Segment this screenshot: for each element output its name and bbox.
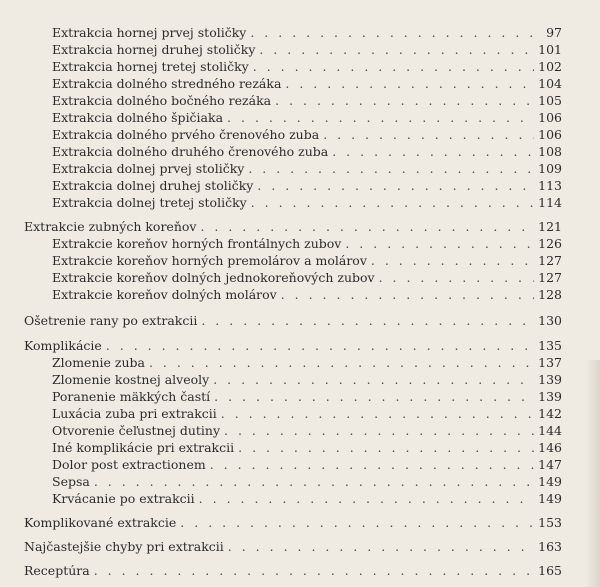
- toc-entry-page: 114: [538, 195, 562, 210]
- toc-entry[interactable]: [24, 538, 562, 555]
- toc-entry-page: 102: [538, 59, 562, 74]
- dot-leader: [379, 269, 535, 286]
- dot-leader: [200, 218, 534, 235]
- toc-entry-title: Extrakcia dolného prvého črenového zuba: [52, 127, 320, 142]
- toc-entry-title: Extrakcia dolného špičiaka: [52, 110, 224, 125]
- toc-entry-page: 126: [538, 236, 562, 251]
- toc-entry[interactable]: [52, 388, 562, 405]
- toc-entry-page: 147: [538, 457, 562, 472]
- toc-entry[interactable]: [52, 422, 562, 439]
- toc-entry-title: Extrakcie koreňov horných premolárov a molárov: [52, 253, 367, 268]
- toc-entry[interactable]: [52, 235, 562, 252]
- toc-entry-page: 121: [538, 219, 562, 234]
- toc-entry-title: Poranenie mäkkých častí: [52, 389, 211, 404]
- dot-leader: [257, 177, 534, 194]
- dot-leader: [94, 562, 534, 579]
- dot-leader: [323, 126, 534, 143]
- toc-entry-title: Extrakcia dolného bočného rezáka: [52, 93, 272, 108]
- toc-entry[interactable]: [52, 160, 562, 177]
- toc-entry-title: Sepsa: [52, 474, 90, 489]
- toc-entry[interactable]: [52, 354, 562, 371]
- toc-entry[interactable]: [52, 286, 562, 303]
- toc-entry[interactable]: [52, 24, 562, 41]
- toc-entry[interactable]: [52, 439, 562, 456]
- toc-entry[interactable]: [52, 75, 562, 92]
- toc-entry[interactable]: [24, 337, 562, 354]
- toc-entry[interactable]: [52, 371, 562, 388]
- toc-entry-title: Extrakcia dolného druhého črenového zuba: [52, 144, 329, 159]
- toc-entry-title: Extrakcia hornej tretej stoličky: [52, 59, 249, 74]
- toc-entry[interactable]: [52, 58, 562, 75]
- toc-entry-page: 113: [538, 178, 562, 193]
- toc-entry-page: 109: [538, 161, 562, 176]
- toc-entry-title: Receptúra: [24, 563, 90, 578]
- toc-entry-title: Luxácia zuba pri extrakcii: [52, 406, 217, 421]
- toc-entry-page: 135: [538, 338, 562, 353]
- dot-leader: [248, 160, 534, 177]
- dot-leader: [275, 92, 534, 109]
- toc-entry-title: Extrakcia hornej druhej stoličky: [52, 42, 256, 57]
- toc-entry-page: 163: [538, 539, 562, 554]
- toc-entry-title: Komplikácie: [24, 338, 102, 353]
- toc-entry[interactable]: [52, 109, 562, 126]
- toc-entry[interactable]: [52, 177, 562, 194]
- toc-entry-page: 149: [538, 474, 562, 489]
- toc-entry-title: Ošetrenie rany po extrakcii: [24, 313, 198, 328]
- toc-entry[interactable]: [52, 92, 562, 109]
- dot-leader: [332, 143, 534, 160]
- toc-entry-title: Dolor post extractionem: [52, 457, 206, 472]
- toc-entry-title: Zlomenie kostnej alveoly: [52, 372, 210, 387]
- toc-entry-page: 144: [538, 423, 562, 438]
- toc-entry-title: Extrakcia dolnej tretej stoličky: [52, 195, 247, 210]
- toc-entry-page: 149: [538, 491, 562, 506]
- toc-entry-title: Iné komplikácie pri extrakcii: [52, 440, 235, 455]
- toc-entry[interactable]: [52, 41, 562, 58]
- page-edge-shading: [586, 360, 600, 587]
- toc-entry-page: 165: [538, 563, 562, 578]
- toc-entry-page: 106: [538, 127, 562, 142]
- toc-entry-page: 108: [538, 144, 562, 159]
- toc-entry[interactable]: [52, 490, 562, 507]
- toc-entry-title: Extrakcie zubných koreňov: [24, 219, 197, 234]
- toc-entry[interactable]: [52, 405, 562, 422]
- toc-entry-page: 139: [538, 372, 562, 387]
- toc-entry[interactable]: [52, 126, 562, 143]
- dot-leader: [224, 422, 534, 439]
- toc-entry[interactable]: [52, 252, 562, 269]
- dot-leader: [199, 490, 534, 507]
- toc-entry-page: 106: [538, 110, 562, 125]
- toc-entry[interactable]: [52, 194, 562, 211]
- dot-leader: [345, 235, 534, 252]
- dot-leader: [214, 388, 534, 405]
- dot-leader: [149, 354, 534, 371]
- toc-entry-title: Otvorenie čeľustnej dutiny: [52, 423, 221, 438]
- dot-leader: [201, 312, 534, 329]
- dot-leader: [259, 41, 534, 58]
- dot-leader: [210, 456, 534, 473]
- toc-entry-title: Extrakcia dolnej druhej stoličky: [52, 178, 254, 193]
- toc-entry[interactable]: [24, 218, 562, 235]
- toc-entry[interactable]: [24, 562, 562, 579]
- toc-entry-title: Zlomenie zuba: [52, 355, 145, 370]
- toc-entry-title: Komplikované extrakcie: [24, 515, 177, 530]
- toc-entry-page: 130: [538, 313, 562, 328]
- toc-entry-page: 97: [546, 25, 562, 40]
- dot-leader: [180, 514, 534, 531]
- dot-leader: [253, 58, 534, 75]
- dot-leader: [213, 371, 534, 388]
- toc-entry-title: Extrakcie koreňov dolných jednokoreňových zubov: [52, 270, 375, 285]
- dot-leader: [106, 337, 534, 354]
- toc-entry-page: 105: [538, 93, 562, 108]
- toc-entry[interactable]: [24, 312, 562, 329]
- toc-entry-page: 153: [538, 515, 562, 530]
- toc-entry-title: Extrakcie koreňov dolných molárov: [52, 287, 277, 302]
- toc-entry-page: 146: [538, 440, 562, 455]
- dot-leader: [228, 538, 534, 555]
- toc-entry-title: Extrakcie koreňov horných frontálnych zubov: [52, 236, 342, 251]
- dot-leader: [371, 252, 534, 269]
- toc-entry[interactable]: [52, 456, 562, 473]
- toc-entry-page: 139: [538, 389, 562, 404]
- toc-entry-page: 128: [538, 287, 562, 302]
- toc-entry-page: 142: [538, 406, 562, 421]
- dot-leader: [251, 194, 534, 211]
- toc-entry-page: 101: [538, 42, 562, 57]
- toc-entry-title: Krvácanie po extrakcii: [52, 491, 195, 506]
- toc-entry-title: Extrakcia dolnej prvej stoličky: [52, 161, 245, 176]
- dot-leader: [238, 439, 534, 456]
- toc-entry[interactable]: [52, 473, 562, 490]
- dot-leader: [227, 109, 534, 126]
- toc-entry-title: Najčastejšie chyby pri extrakcii: [24, 539, 224, 554]
- toc-entry-title: Extrakcia hornej prvej stoličky: [52, 25, 247, 40]
- toc-entry[interactable]: [52, 143, 562, 160]
- toc-entry[interactable]: [52, 269, 562, 286]
- toc-entry[interactable]: [24, 514, 562, 531]
- toc-entry-page: 127: [538, 270, 562, 285]
- dot-leader: [281, 286, 534, 303]
- toc-entry-title: Extrakcia dolného stredného rezáka: [52, 76, 282, 91]
- toc-entry-page: 137: [538, 355, 562, 370]
- toc-entry-page: 104: [538, 76, 562, 91]
- dot-leader: [285, 75, 534, 92]
- toc-entry-page: 127: [538, 253, 562, 268]
- dot-leader: [221, 405, 534, 422]
- dot-leader: [250, 24, 536, 41]
- dot-leader: [94, 473, 534, 490]
